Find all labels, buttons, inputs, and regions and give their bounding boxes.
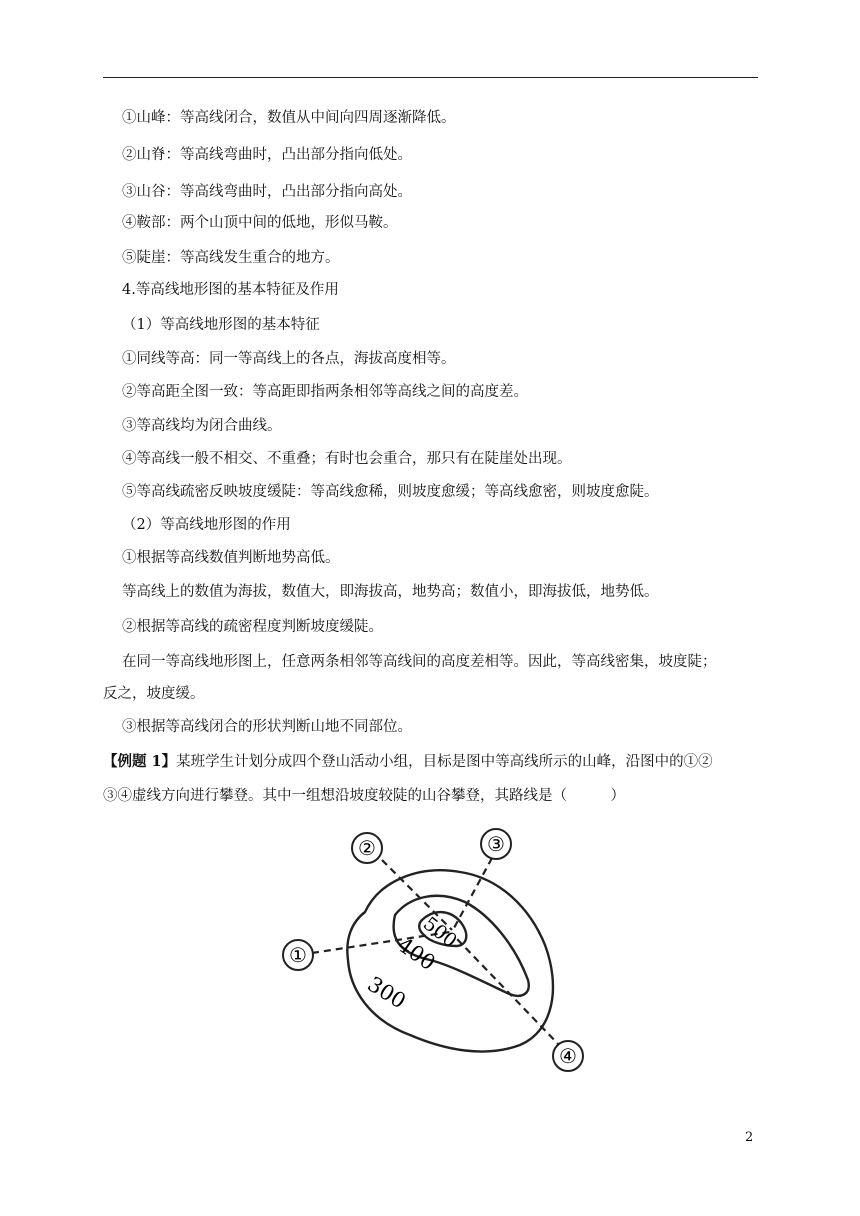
text-line: ③山谷：等高线弯曲时，凸出部分指向高处。 (122, 184, 412, 200)
contour-label-300: 300 (363, 971, 411, 1014)
text-line: 等高线上的数值为海拔，数值大，即海拔高，地势高；数值小，即海拔低，地势低。 (122, 584, 659, 600)
contour-label-400: 400 (393, 932, 440, 976)
text-line: 在同一等高线地形图上，任意两条相邻等高线间的高度差相等。因此，等高线密集，坡度陡； (122, 654, 717, 670)
example-question-cont: ③④虚线方向进行攀登。其中一组想沿坡度较陡的山谷攀登，其路线是（ ） (103, 788, 625, 804)
contour-map-figure (270, 820, 600, 1075)
route-marker-2 (352, 833, 382, 863)
route-marker-4 (553, 1041, 583, 1071)
text-line: ③根据等高线闭合的形状判断山地不同部位。 (122, 719, 412, 735)
example-text: 某班学生计划分成四个登山活动小组，目标是图中等高线所示的山峰，沿图中的①② (176, 754, 713, 770)
subsection-heading: （1）等高线地形图的基本特征 (122, 317, 320, 333)
contour-label-500: 500 (418, 912, 462, 953)
text-line: ⑤陡崖：等高线发生重合的地方。 (122, 250, 340, 266)
route-label-4: ④ (559, 1044, 577, 1068)
example-question (103, 752, 713, 772)
text-line: ④鞍部：两个山顶中间的低地，形似马鞍。 (122, 215, 398, 231)
route-marker-3 (481, 829, 511, 859)
section-heading: 4.等高线地形图的基本特征及作用 (122, 282, 339, 298)
text-line: ①根据等高线数值判断地势高低。 (122, 550, 340, 566)
route-label-1: ① (289, 943, 307, 967)
route-marker-1 (283, 940, 313, 970)
route-label-3: ③ (487, 832, 505, 856)
text-line: 反之，坡度缓。 (103, 686, 205, 702)
text-line: ①山峰：等高线闭合，数值从中间向四周逐渐降低。 (122, 110, 456, 126)
subsection-heading: （2）等高线地形图的作用 (122, 517, 291, 533)
text-line: ③等高线均为闭合曲线。 (122, 418, 282, 434)
text-line: ④等高线一般不相交、不重叠；有时也会重合，那只有在陡崖处出现。 (122, 451, 572, 467)
text-line: ②等高距全图一致：等高距即指两条相邻等高线之间的高度差。 (122, 384, 528, 400)
example-tag: 【例题 1】 (103, 753, 177, 770)
text-line: ②山脊：等高线弯曲时，凸出部分指向低处。 (122, 147, 412, 163)
text-line: ⑤等高线疏密反映坡度缓陡：等高线愈稀，则坡度愈缓；等高线愈密，则坡度愈陡。 (122, 484, 659, 500)
header-rule (103, 77, 758, 78)
page-number: 2 (745, 1130, 754, 1145)
route-label-2: ② (358, 836, 376, 860)
text-line: ②根据等高线的疏密程度判断坡度缓陡。 (122, 619, 383, 635)
route-4-line (456, 938, 562, 1048)
text-line: ①同线等高：同一等高线上的各点，海拔高度相等。 (122, 351, 456, 367)
